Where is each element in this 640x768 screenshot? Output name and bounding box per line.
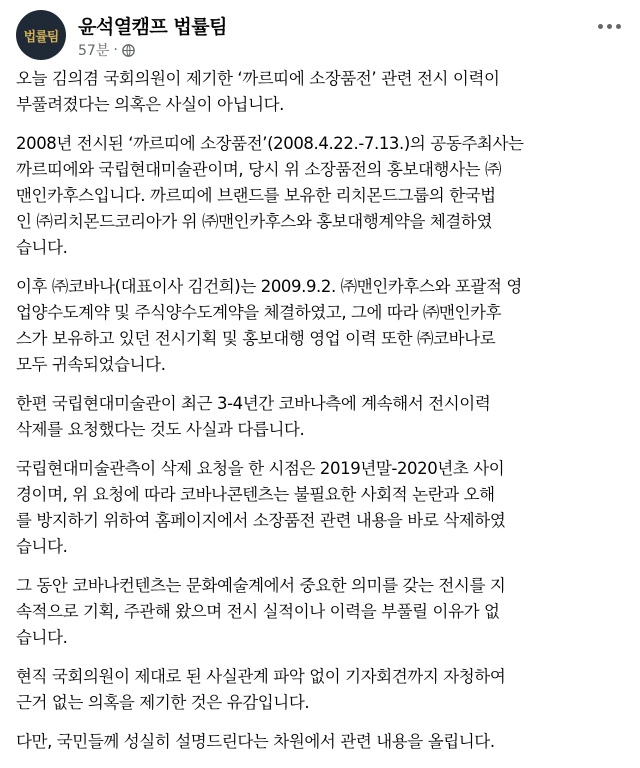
post-meta bbox=[78, 40, 135, 60]
post-paragraph: 그 동안 코바나컨텐츠는 문화예술계에서 중요한 의미를 갖는 전시를 지 속적으로 기획, 주관해 왔으며 전시 실적이나 이력을 부풀릴 이유가 없 습니다. bbox=[16, 576, 506, 647]
post-paragraph: 오늘 김의겸 국회의원이 제기한 ‘까르띠에 소장품전’ 관련 전시 이력이 부풀려졌다는 의혹은 사실이 아닙니다. bbox=[16, 69, 500, 114]
author-name[interactable]: 윤석열캠프 법률팀 bbox=[78, 16, 227, 38]
post-paragraph: 국립현대미술관측이 삭제 요청을 한 시점은 2019년말-2020년초 사이 경이며, 위 요청에 따라 코바나콘텐츠는 불필요한 사회적 논란과 오해 를 방지하기 위하여 홈페이지에서 소장품전 관련 내용을 바로 삭제하였 습니다. bbox=[16, 459, 506, 556]
post-paragraph: 현직 국회의원이 제대로 된 사실관계 파악 없이 기자회견까지 자청하여 근거 없는 의혹을 제기한 것은 유감입니다. bbox=[16, 667, 506, 712]
globe-icon bbox=[122, 44, 135, 57]
post-body bbox=[16, 66, 628, 768]
avatar[interactable] bbox=[16, 10, 66, 60]
post-paragraph: 한편 국립현대미술관이 최근 3-4년간 코바나측에 계속해서 전시이력 삭제를 요청했다는 것도 사실과 다릅니다. bbox=[16, 394, 491, 439]
more-dots-icon[interactable] bbox=[594, 14, 624, 38]
post-paragraph: 다만, 국민들께 성실히 설명드린다는 차원에서 관련 내용을 올립니다. bbox=[16, 732, 495, 751]
post-time[interactable]: 57분 bbox=[78, 43, 110, 59]
meta-separator: · bbox=[113, 42, 118, 58]
post-paragraph: 이후 ㈜코바나(대표이사 김건희)는 2009.9.2. ㈜맨인카후스와 포괄적 영 업양수도계약 및 주식양수도계약을 체결하였고, 그에 따라 ㈜맨인카후 스가 보유하고 있던 전시기획 및 홍보대행 영업 이력 또한 ㈜코바나로 모두 귀속되었습니다. bbox=[16, 277, 522, 374]
post-header bbox=[16, 10, 624, 60]
avatar-label: 법률팀 bbox=[23, 29, 59, 45]
post-paragraph: 2008년 전시된 ‘까르띠에 소장품전’(2008.4.22.-7.13.)의 공동주최사는 까르띠에와 국립현대미술관이며, 당시 위 소장품전의 홍보대행사는 ㈜ 맨인카후스입니다. 까르띠에 브랜드를 보유한 리치몬드그룹의 한국법 인 ㈜리치몬드코리아가 위 ㈜맨인카후스와 홍보대행계약을 체결하였 습니다. bbox=[16, 134, 524, 257]
